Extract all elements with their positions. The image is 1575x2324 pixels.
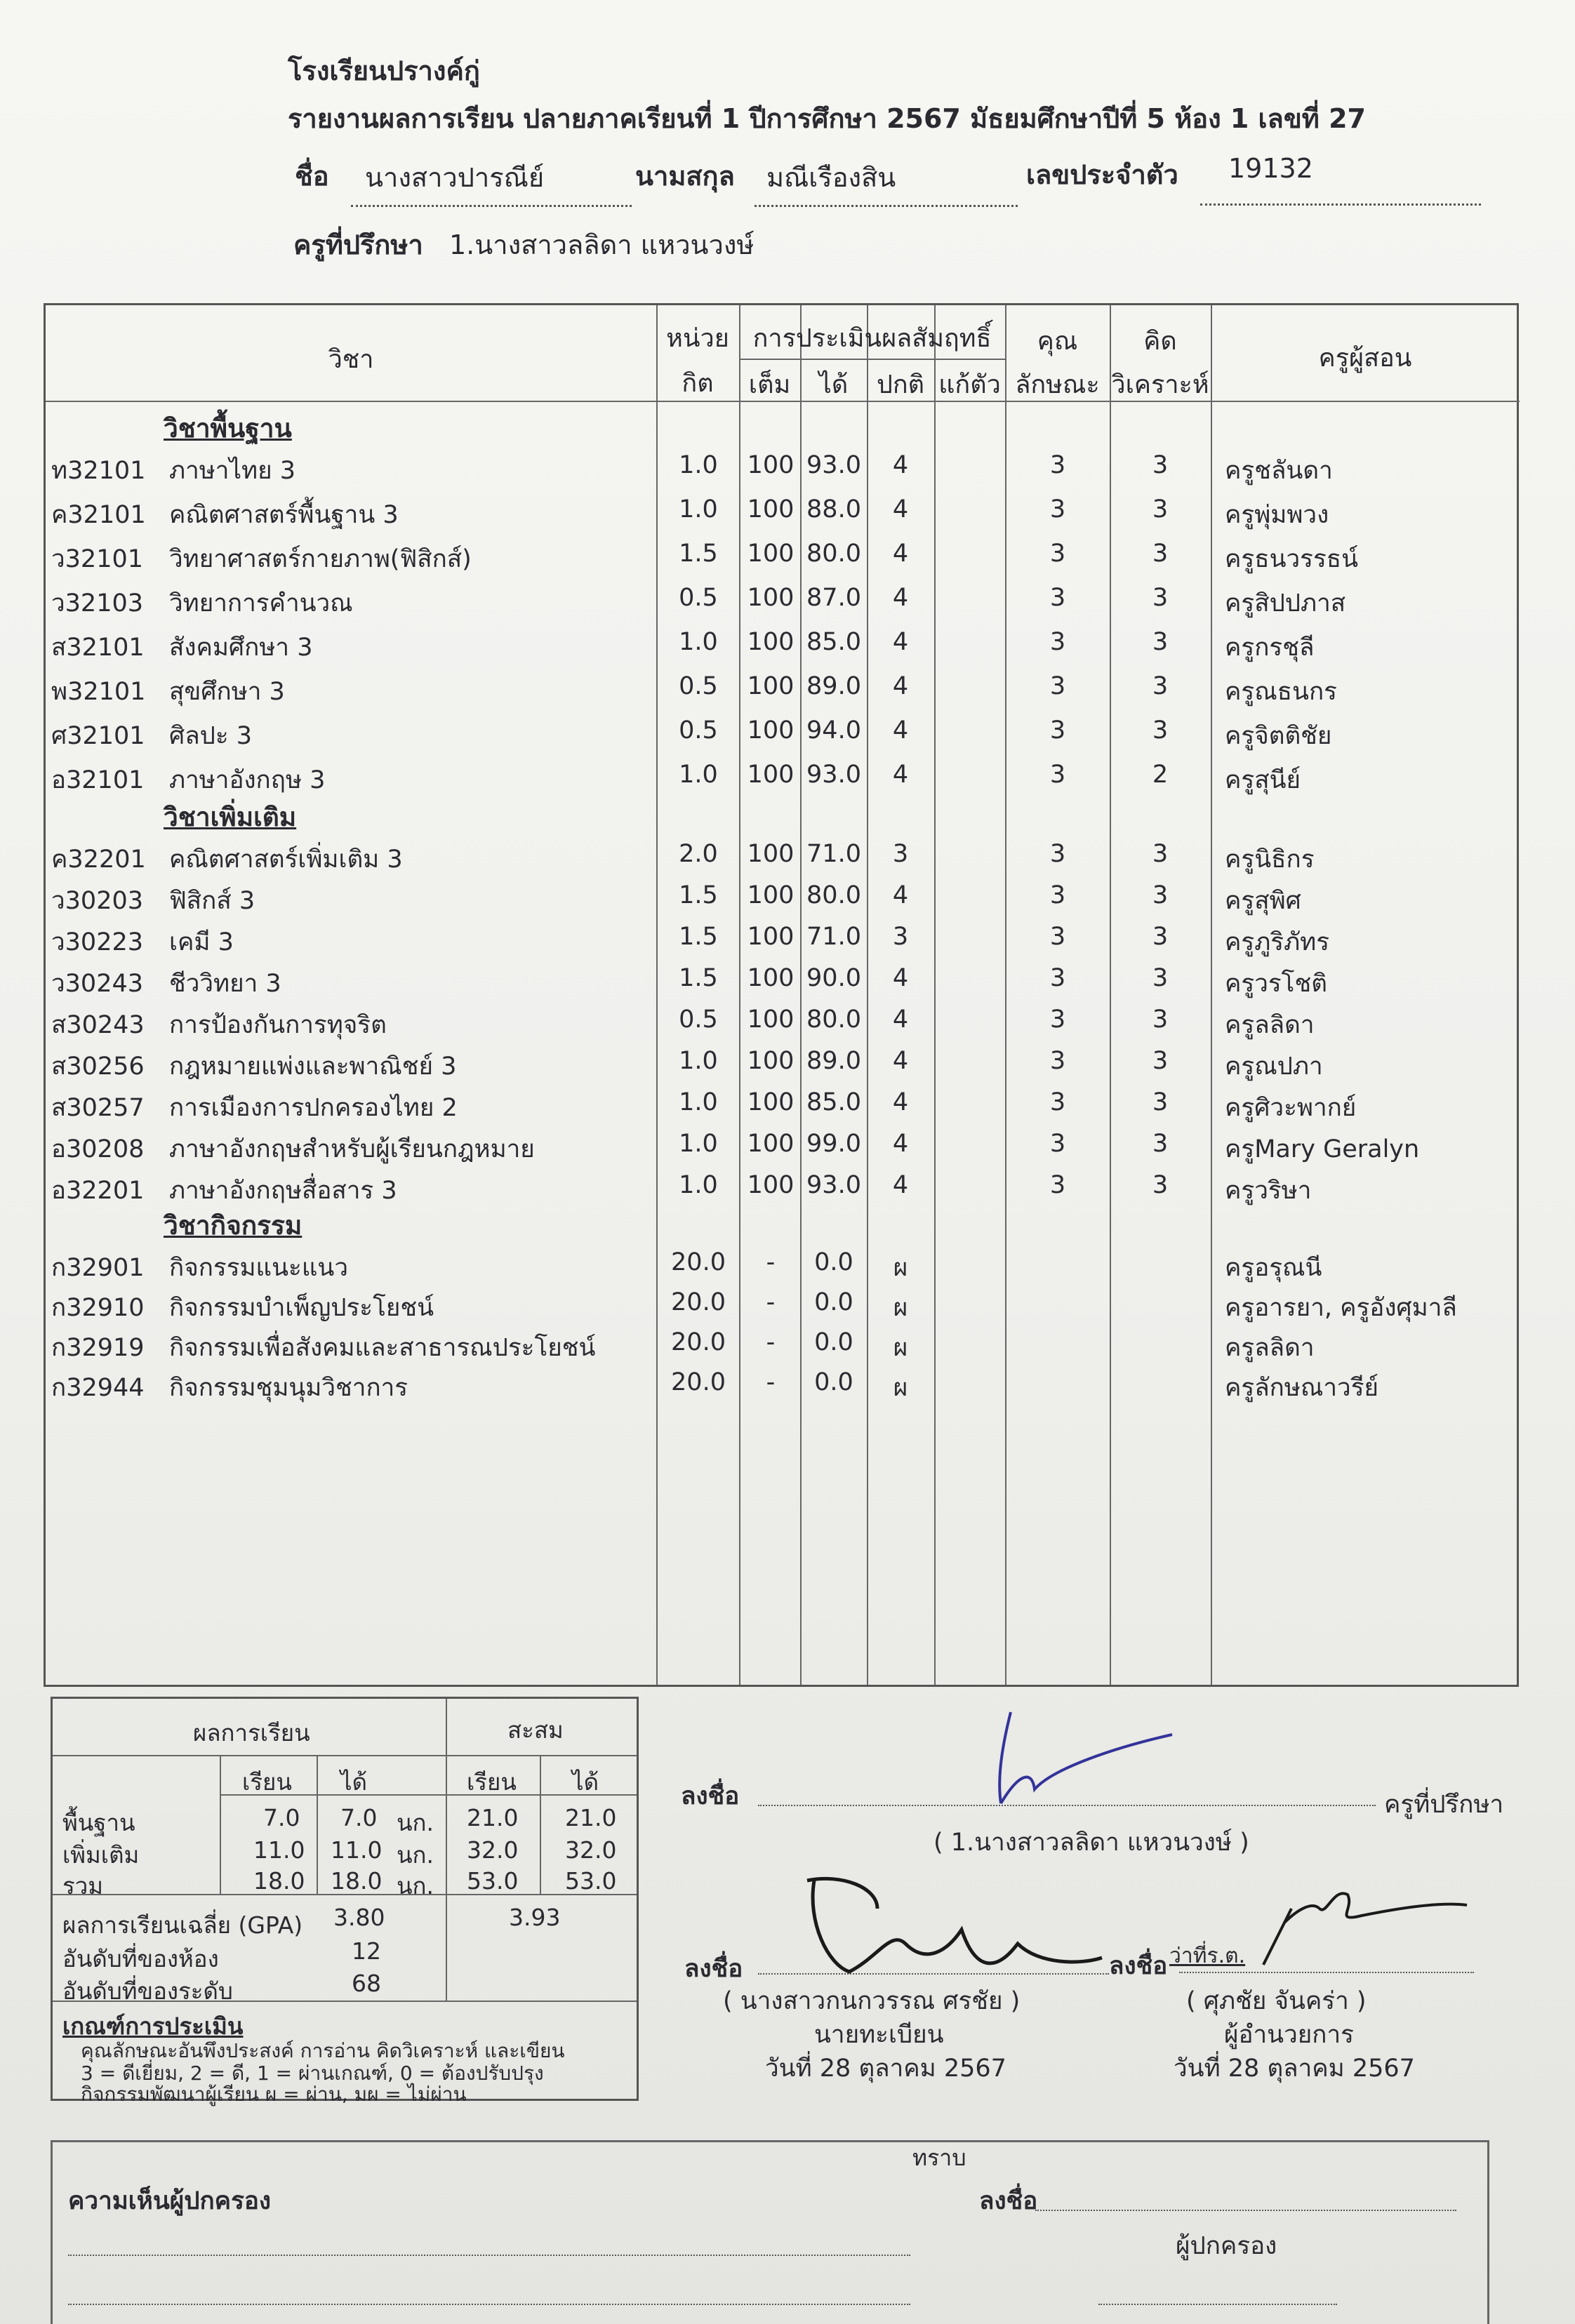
row-code: อ32101 bbox=[51, 766, 145, 794]
criteria-line-2: 3 = ดีเยี่ยม, 2 = ดี, 1 = ผ่านเกณฑ์, 0 = ต้องปรับปรุง bbox=[81, 2062, 544, 2085]
row-analysis: 3 bbox=[1152, 628, 1169, 656]
row-teacher: ครูMary Geralyn bbox=[1225, 1135, 1420, 1163]
row-credit: 1.0 bbox=[679, 451, 718, 479]
summary-row-cum-study: 21.0 bbox=[467, 1804, 519, 1831]
row-got: 88.0 bbox=[806, 495, 861, 523]
row-character: 3 bbox=[1049, 840, 1066, 868]
row-grade: 4 bbox=[892, 540, 909, 568]
row-subject: ฟิสิกส์ 3 bbox=[169, 887, 255, 915]
table-row bbox=[46, 578, 1521, 619]
header-got: ได้ bbox=[818, 370, 849, 399]
row-code: ก32901 bbox=[51, 1254, 145, 1282]
row-code: ก32944 bbox=[51, 1374, 145, 1402]
row-credit: 0.5 bbox=[679, 716, 718, 744]
table-row bbox=[46, 1124, 1521, 1165]
row-grade: 4 bbox=[892, 1171, 909, 1199]
row-got: 85.0 bbox=[806, 628, 861, 656]
row-grade: 4 bbox=[892, 495, 909, 523]
row-code: อ30208 bbox=[51, 1135, 145, 1163]
row-code: ส30256 bbox=[51, 1053, 145, 1081]
director-sign-label: ลงชื่อ bbox=[1109, 1952, 1168, 1980]
summary-cum-study-label: เรียน bbox=[467, 1768, 517, 1796]
table-row bbox=[46, 1363, 1521, 1403]
row-full: 100 bbox=[747, 451, 795, 479]
registrar-signature bbox=[786, 1866, 1109, 1986]
row-code: ก32910 bbox=[51, 1294, 145, 1322]
summary-cumulative-label: สะสม bbox=[507, 1716, 564, 1744]
parent-opinion-line-1 bbox=[68, 2255, 910, 2256]
row-subject: คณิตศาสตร์พื้นฐาน 3 bbox=[169, 501, 399, 529]
parent-opinion-line-2 bbox=[68, 2304, 910, 2305]
row-full: 100 bbox=[747, 540, 795, 568]
row-got: 0.0 bbox=[814, 1328, 853, 1356]
row-analysis: 3 bbox=[1152, 1088, 1169, 1116]
criteria-title: เกณฑ์การประเมิน bbox=[62, 2012, 244, 2040]
row-grade: ผ bbox=[893, 1374, 908, 1402]
section-title-basic: วิชาพื้นฐาน bbox=[164, 413, 292, 443]
criteria-line-1: คุณลักษณะอันพึงประสงค์ การอ่าน คิดวิเคราะห์ และเขียน bbox=[81, 2039, 565, 2062]
row-teacher: ครูธนวรรธน์ bbox=[1225, 545, 1359, 573]
table-row bbox=[46, 1041, 1521, 1082]
row-analysis: 3 bbox=[1152, 964, 1169, 992]
row-code: ค32101 bbox=[51, 501, 146, 529]
table-row bbox=[46, 959, 1521, 999]
row-credit: 2.0 bbox=[679, 840, 718, 868]
row-code: ว32103 bbox=[51, 589, 143, 617]
parent-role: ผู้ปกครอง bbox=[1176, 2232, 1277, 2260]
row-full: 100 bbox=[747, 1171, 795, 1199]
row-got: 93.0 bbox=[806, 761, 861, 789]
row-teacher: ครูศิวะพากย์ bbox=[1225, 1094, 1357, 1122]
row-subject: คณิตศาสตร์เพิ่มเติม 3 bbox=[169, 846, 403, 874]
summary-row-cum-got: 21.0 bbox=[565, 1804, 617, 1831]
level-rank-value: 68 bbox=[352, 1970, 381, 1997]
row-code: ศ32101 bbox=[51, 722, 145, 750]
row-teacher: ครูลักษณาวรีย์ bbox=[1225, 1374, 1379, 1402]
row-character: 3 bbox=[1049, 584, 1066, 612]
row-grade: 4 bbox=[892, 964, 909, 992]
row-analysis: 3 bbox=[1152, 923, 1169, 951]
row-character: 3 bbox=[1049, 628, 1066, 656]
director-name: ( ศุภชัย จันคร่า ) bbox=[1186, 1987, 1367, 2015]
header-teacher: ครูผู้สอน bbox=[1318, 344, 1412, 373]
row-character: 3 bbox=[1049, 672, 1066, 700]
table-row bbox=[46, 1283, 1521, 1323]
row-subject: กิจกรรมบำเพ็ญประโยชน์ bbox=[169, 1294, 434, 1322]
row-character: 3 bbox=[1049, 451, 1066, 479]
row-full: - bbox=[766, 1288, 776, 1316]
row-code: ท32101 bbox=[51, 457, 146, 485]
name-dotted-line bbox=[351, 205, 632, 207]
parent-opinion-label: ความเห็นผู้ปกครอง bbox=[68, 2187, 271, 2215]
summary-got-label: ได้ bbox=[340, 1768, 368, 1796]
row-full: - bbox=[766, 1368, 776, 1396]
row-character: 3 bbox=[1049, 1006, 1066, 1034]
row-teacher: ครูลลิดา bbox=[1225, 1011, 1315, 1039]
summary-row-label: พื้นฐาน bbox=[62, 1809, 135, 1836]
row-teacher: ครูวรโชติ bbox=[1225, 970, 1327, 998]
class-rank-value: 12 bbox=[352, 1937, 381, 1965]
row-grade: 4 bbox=[892, 672, 909, 700]
row-credit: 1.0 bbox=[679, 761, 718, 789]
table-row bbox=[46, 622, 1521, 663]
row-code: ว30203 bbox=[51, 887, 143, 915]
row-got: 90.0 bbox=[806, 964, 861, 992]
row-teacher: ครูอารยา, ครูอังศุมาลี bbox=[1225, 1294, 1457, 1322]
row-full: 100 bbox=[747, 1088, 795, 1116]
row-character: 3 bbox=[1049, 1088, 1066, 1116]
row-grade: 4 bbox=[892, 451, 909, 479]
row-credit: 0.5 bbox=[679, 584, 718, 612]
advisor-sign-role: ครูที่ปรึกษา bbox=[1384, 1791, 1504, 1819]
table-row bbox=[46, 1000, 1521, 1041]
row-got: 87.0 bbox=[806, 584, 861, 612]
row-full: 100 bbox=[747, 628, 795, 656]
row-got: 89.0 bbox=[806, 672, 861, 700]
row-analysis: 3 bbox=[1152, 1006, 1169, 1034]
row-grade: 3 bbox=[892, 923, 909, 951]
row-subject: สุขศึกษา 3 bbox=[169, 678, 285, 706]
row-teacher: ครูณปภา bbox=[1225, 1053, 1323, 1081]
row-analysis: 3 bbox=[1152, 881, 1169, 909]
row-grade: 4 bbox=[892, 1130, 909, 1158]
row-subject: กิจกรรมเพื่อสังคมและสาธารณประโยชน์ bbox=[169, 1334, 596, 1362]
parent-box bbox=[51, 2140, 1489, 2324]
row-subject: กิจกรรมแนะแนว bbox=[169, 1254, 348, 1282]
class-rank-label: อันดับที่ของห้อง bbox=[62, 1945, 219, 1972]
row-full: - bbox=[766, 1248, 776, 1276]
header-subject: วิชา bbox=[328, 345, 374, 374]
row-subject: เคมี 3 bbox=[169, 928, 234, 956]
row-character: 3 bbox=[1049, 540, 1066, 568]
row-teacher: ครูสิปปภาส bbox=[1225, 589, 1346, 617]
row-teacher: ครูชลันดา bbox=[1225, 457, 1333, 485]
report-title: รายงานผลการเรียน ปลายภาคเรียนที่ 1 ปีการศึกษา 2567 มัธยมศึกษาปีที่ 5 ห้อง 1 เลขที่ 27 bbox=[288, 103, 1366, 134]
row-full: 100 bbox=[747, 584, 795, 612]
gpa-value: 3.80 bbox=[333, 1904, 385, 1931]
table-row bbox=[46, 1323, 1521, 1363]
director-prefix: ว่าที่ร.ต. bbox=[1169, 1944, 1246, 1968]
row-subject: สังคมศึกษา 3 bbox=[169, 634, 313, 662]
summary-study-label: เรียน bbox=[242, 1768, 292, 1796]
summary-row-cum-study: 53.0 bbox=[467, 1867, 519, 1895]
advisor-sign-label: ลงชื่อ bbox=[681, 1782, 740, 1810]
row-analysis: 3 bbox=[1152, 451, 1169, 479]
row-credit: 1.5 bbox=[679, 881, 718, 909]
header-credit-2: กิต bbox=[682, 369, 714, 398]
row-grade: 3 bbox=[892, 840, 909, 868]
row-grade: 4 bbox=[892, 1006, 909, 1034]
row-credit: 1.0 bbox=[679, 628, 718, 656]
row-code: ว30243 bbox=[51, 970, 143, 998]
row-got: 80.0 bbox=[806, 881, 861, 909]
header-full: เต็ม bbox=[748, 370, 791, 399]
row-credit: 1.0 bbox=[679, 1130, 718, 1158]
row-credit: 1.0 bbox=[679, 495, 718, 523]
row-subject: การเมืองการปกครองไทย 2 bbox=[169, 1094, 458, 1122]
row-subject: ศิลปะ 3 bbox=[169, 722, 253, 750]
summary-row-got: 11.0 bbox=[331, 1836, 383, 1864]
director-date: วันที่ 28 ตุลาคม 2567 bbox=[1174, 2055, 1415, 2083]
row-teacher: ครูภูริภัทร bbox=[1225, 928, 1330, 956]
parent-date-line bbox=[1098, 2304, 1337, 2305]
surname-dotted-line bbox=[755, 205, 1018, 207]
registrar-name: ( นางสาวกนกวรรณ ศรชัย ) bbox=[723, 1987, 1021, 2015]
grade-table bbox=[44, 303, 1519, 1687]
summary-row-cum-study: 32.0 bbox=[467, 1836, 519, 1864]
row-character: 3 bbox=[1049, 716, 1066, 744]
table-row bbox=[46, 711, 1521, 752]
summary-cum-got-label: ได้ bbox=[572, 1768, 599, 1796]
id-label: เลขประจำตัว bbox=[1026, 159, 1178, 190]
registrar-role: นายทะเบียน bbox=[814, 2021, 944, 2049]
row-character: 3 bbox=[1049, 761, 1066, 789]
row-character: 3 bbox=[1049, 1130, 1066, 1158]
row-teacher: ครูพุ่มพวง bbox=[1225, 501, 1329, 529]
surname-value: มณีเรืองสิน bbox=[766, 162, 896, 193]
row-analysis: 2 bbox=[1152, 761, 1169, 789]
school-name: โรงเรียนปรางค์กู่ bbox=[288, 55, 480, 86]
name-value: นางสาวปารณีย์ bbox=[365, 162, 545, 193]
row-grade: 4 bbox=[892, 584, 909, 612]
row-grade: ผ bbox=[893, 1294, 908, 1322]
row-got: 94.0 bbox=[806, 716, 861, 744]
row-credit: 1.5 bbox=[679, 964, 718, 992]
row-subject: ภาษาอังกฤษ 3 bbox=[169, 766, 326, 794]
row-subject: วิทยาการคำนวณ bbox=[169, 589, 353, 617]
row-teacher: ครูสุนีย์ bbox=[1225, 766, 1301, 794]
summary-row-cum-got: 32.0 bbox=[565, 1836, 617, 1864]
row-character: 3 bbox=[1049, 1171, 1066, 1199]
row-character: 3 bbox=[1049, 1047, 1066, 1075]
advisor-label: ครูที่ปรึกษา bbox=[293, 229, 423, 260]
row-analysis: 3 bbox=[1152, 1130, 1169, 1158]
row-code: ส30257 bbox=[51, 1094, 145, 1122]
name-label: ชื่อ bbox=[295, 161, 329, 192]
parent-sign-line bbox=[1035, 2210, 1456, 2211]
summary-row-study: 18.0 bbox=[253, 1867, 305, 1895]
row-code: อ32201 bbox=[51, 1177, 145, 1205]
row-analysis: 3 bbox=[1152, 584, 1169, 612]
row-subject: การป้องกันการทุจริต bbox=[169, 1011, 387, 1039]
row-got: 80.0 bbox=[806, 1006, 861, 1034]
row-full: 100 bbox=[747, 1047, 795, 1075]
row-grade: ผ bbox=[893, 1254, 908, 1282]
summary-row-got: 18.0 bbox=[331, 1867, 383, 1895]
row-code: ก32919 bbox=[51, 1334, 145, 1362]
advisor-signature bbox=[983, 1698, 1179, 1810]
level-rank-label: อันดับที่ของระดับ bbox=[62, 1977, 233, 2005]
summary-row-unit: นก. bbox=[397, 1841, 434, 1869]
row-got: 0.0 bbox=[814, 1248, 853, 1276]
row-got: 0.0 bbox=[814, 1368, 853, 1396]
gpa-label: ผลการเรียนเฉลี่ย (GPA) bbox=[62, 1911, 303, 1939]
row-grade: 4 bbox=[892, 628, 909, 656]
row-analysis: 3 bbox=[1152, 1047, 1169, 1075]
row-grade: 4 bbox=[892, 761, 909, 789]
row-code: ส32101 bbox=[51, 634, 145, 662]
row-got: 0.0 bbox=[814, 1288, 853, 1316]
row-teacher: ครูจิตติชัย bbox=[1225, 722, 1332, 750]
row-analysis: 3 bbox=[1152, 840, 1169, 868]
row-full: 100 bbox=[747, 964, 795, 992]
row-credit: 1.0 bbox=[679, 1171, 718, 1199]
row-subject: ภาษาไทย 3 bbox=[169, 457, 296, 485]
summary-row-unit: นก. bbox=[397, 1872, 434, 1899]
row-got: 93.0 bbox=[806, 451, 861, 479]
parent-sign-label: ลงชื่อ bbox=[979, 2187, 1038, 2215]
row-full: - bbox=[766, 1328, 776, 1356]
row-subject: ภาษาอังกฤษสื่อสาร 3 bbox=[169, 1177, 397, 1205]
row-subject: ภาษาอังกฤษสำหรับผู้เรียนกฎหมาย bbox=[169, 1135, 535, 1163]
row-credit: 0.5 bbox=[679, 672, 718, 700]
row-subject: กิจกรรมชุมนุมวิชาการ bbox=[169, 1374, 408, 1402]
registrar-sign-label: ลงชื่อ bbox=[684, 1955, 743, 1983]
gpa-cumulative: 3.93 bbox=[509, 1904, 561, 1931]
id-value: 19132 bbox=[1228, 153, 1313, 184]
row-grade: ผ bbox=[893, 1334, 908, 1362]
row-credit: 1.0 bbox=[679, 1088, 718, 1116]
row-grade: 4 bbox=[892, 1047, 909, 1075]
row-grade: 4 bbox=[892, 881, 909, 909]
director-signature bbox=[1256, 1881, 1481, 1972]
row-credit: 20.0 bbox=[671, 1288, 726, 1316]
summary-row-label: รวม bbox=[62, 1872, 104, 1899]
header-credit-1: หน่วย bbox=[666, 324, 729, 353]
table-row bbox=[46, 1083, 1521, 1123]
table-row bbox=[46, 876, 1521, 916]
row-teacher: ครูอรุณนี bbox=[1225, 1254, 1322, 1282]
row-full: 100 bbox=[747, 1130, 795, 1158]
row-character: 3 bbox=[1049, 923, 1066, 951]
row-teacher: ครูวริษา bbox=[1225, 1177, 1312, 1205]
id-dotted-line bbox=[1200, 203, 1481, 206]
row-analysis: 3 bbox=[1152, 672, 1169, 700]
header-analysis-2: วิเคราะห์ bbox=[1111, 370, 1209, 399]
summary-box bbox=[51, 1697, 639, 2106]
header-analysis-1: คิด bbox=[1143, 327, 1177, 356]
table-row bbox=[46, 446, 1521, 486]
advisor-value: 1.นางสาวลลิดา แหวนวงษ์ bbox=[449, 229, 755, 260]
row-teacher: ครูนิธิกร bbox=[1225, 846, 1315, 874]
table-row bbox=[46, 917, 1521, 958]
row-credit: 0.5 bbox=[679, 1006, 718, 1034]
row-got: 80.0 bbox=[806, 540, 861, 568]
row-teacher: ครูกรชุลี bbox=[1225, 634, 1315, 662]
row-full: 100 bbox=[747, 495, 795, 523]
row-subject: ชีววิทยา 3 bbox=[169, 970, 281, 998]
row-character: 3 bbox=[1049, 881, 1066, 909]
row-full: 100 bbox=[747, 761, 795, 789]
row-got: 93.0 bbox=[806, 1171, 861, 1199]
row-full: 100 bbox=[747, 923, 795, 951]
header-fix: แก้ตัว bbox=[938, 370, 1001, 399]
summary-results-label: ผลการเรียน bbox=[193, 1719, 310, 1747]
summary-row-label: เพิ่มเติม bbox=[62, 1841, 140, 1869]
row-analysis: 3 bbox=[1152, 495, 1169, 523]
director-role: ผู้อำนวยการ bbox=[1224, 2021, 1354, 2049]
row-got: 85.0 bbox=[806, 1088, 861, 1116]
row-character: 3 bbox=[1049, 964, 1066, 992]
row-got: 71.0 bbox=[806, 840, 861, 868]
section-title-activities: วิชากิจกรรม bbox=[164, 1210, 303, 1241]
table-row bbox=[46, 667, 1521, 707]
row-credit: 1.5 bbox=[679, 540, 718, 568]
row-credit: 20.0 bbox=[671, 1248, 726, 1276]
surname-label: นามสกุล bbox=[635, 161, 735, 192]
row-credit: 1.0 bbox=[679, 1047, 718, 1075]
row-teacher: ครูสุพิศ bbox=[1225, 887, 1301, 915]
table-row bbox=[46, 490, 1521, 530]
table-row bbox=[46, 834, 1521, 875]
row-credit: 1.5 bbox=[679, 923, 718, 951]
header-achievement: การประเมินผลสัมฤทธิ์ bbox=[752, 324, 992, 353]
row-credit: 20.0 bbox=[671, 1328, 726, 1356]
parent-acknowledge: ทราบ bbox=[912, 2144, 966, 2171]
table-row bbox=[46, 1243, 1521, 1283]
row-grade: 4 bbox=[892, 1088, 909, 1116]
row-grade: 4 bbox=[892, 716, 909, 744]
row-got: 71.0 bbox=[806, 923, 861, 951]
director-sign-line bbox=[1179, 1972, 1474, 1973]
row-full: 100 bbox=[747, 840, 795, 868]
section-title-additional: วิชาเพิ่มเติม bbox=[164, 802, 297, 832]
advisor-sign-name: ( 1.นางสาวลลิดา แหวนวงษ์ ) bbox=[933, 1829, 1249, 1857]
row-code: ว32101 bbox=[51, 545, 143, 573]
row-got: 99.0 bbox=[806, 1130, 861, 1158]
row-analysis: 3 bbox=[1152, 716, 1169, 744]
table-row bbox=[46, 755, 1521, 796]
header-character-1: คุณ bbox=[1037, 327, 1078, 356]
row-subject: วิทยาศาสตร์กายภาพ(ฟิสิกส์) bbox=[169, 545, 472, 573]
row-code: ส30243 bbox=[51, 1011, 145, 1039]
row-character: 3 bbox=[1049, 495, 1066, 523]
row-teacher: ครูณธนกร bbox=[1225, 678, 1337, 706]
row-full: 100 bbox=[747, 881, 795, 909]
registrar-date: วันที่ 28 ตุลาคม 2567 bbox=[765, 2055, 1006, 2083]
header-character-2: ลักษณะ bbox=[1015, 370, 1100, 399]
summary-row-got: 7.0 bbox=[340, 1804, 378, 1831]
table-row bbox=[46, 534, 1521, 575]
row-got: 89.0 bbox=[806, 1047, 861, 1075]
row-analysis: 3 bbox=[1152, 540, 1169, 568]
row-full: 100 bbox=[747, 1006, 795, 1034]
summary-row-cum-got: 53.0 bbox=[565, 1867, 617, 1895]
row-code: ว30223 bbox=[51, 928, 143, 956]
row-subject: กฎหมายแพ่งและพาณิชย์ 3 bbox=[169, 1053, 457, 1081]
row-credit: 20.0 bbox=[671, 1368, 726, 1396]
summary-row-study: 11.0 bbox=[253, 1836, 305, 1864]
table-row bbox=[46, 1166, 1521, 1206]
row-analysis: 3 bbox=[1152, 1171, 1169, 1199]
header-normal: ปกติ bbox=[876, 370, 925, 399]
criteria-line-3: กิจกรรมพัฒนาผู้เรียน ผ = ผ่าน, มผ = ไม่ผ่าน bbox=[81, 2083, 467, 2106]
row-code: ค32201 bbox=[51, 846, 146, 874]
row-full: 100 bbox=[747, 716, 795, 744]
row-teacher: ครูลลิดา bbox=[1225, 1334, 1315, 1362]
row-full: 100 bbox=[747, 672, 795, 700]
row-code: พ32101 bbox=[51, 678, 146, 706]
summary-row-study: 7.0 bbox=[263, 1804, 300, 1831]
summary-row-unit: นก. bbox=[397, 1809, 434, 1836]
